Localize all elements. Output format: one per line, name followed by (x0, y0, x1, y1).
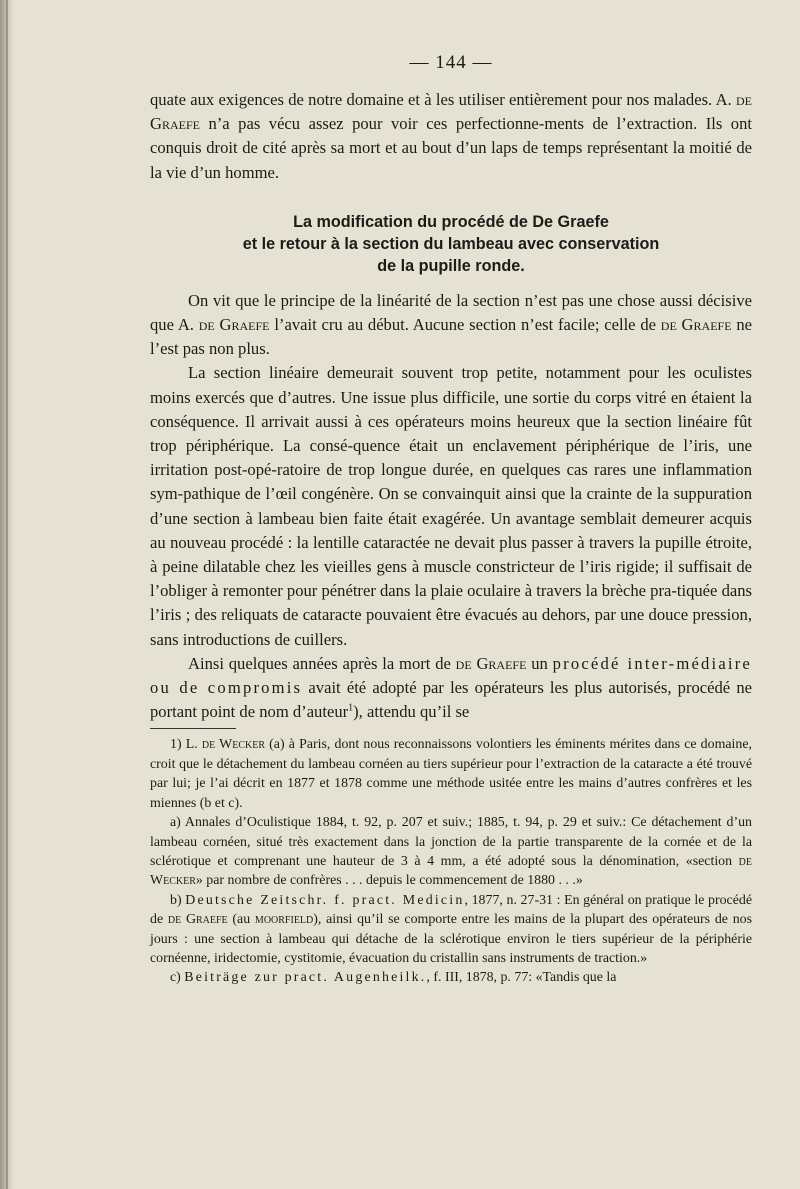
fnb-journal-title: Deutsche Zeitschr. f. pract. Medicin (185, 892, 465, 908)
footnote-b (150, 891, 752, 969)
fn1-author-name: de Wecker (201, 737, 266, 753)
footnote-reference: 1 (348, 702, 354, 714)
fna-text-1: a) Annales d’Oculistique 1884, t. 92, p. 207 et suiv.; 1885, t. 94, p. 29 et suiv.: Ce détachement d’un lambeau cornéen, situé très exactement dans la jonction de la partie transparente de la cornée et de la sclérotique et comprenant une hauteur de 3 à 4 mm, a été adopté sous la dénomination, «section (150, 815, 752, 869)
heading-line-2: et le retour à la section du lambeau avec conservation (242, 234, 660, 253)
heading-line-1: La modification du procédé de De Graefe (293, 212, 609, 231)
paragraph-3 (150, 652, 752, 725)
intro-text-2: n’a pas vécu assez pour voir ces perfectionne-ments de l’extraction. Ils ont conquis droit de cité après sa mort et au bout d’un laps de temps représentant la moitié de la vie d’un homme. (150, 114, 752, 182)
p3-spaced-emphasis: procédé inter-médiaire ou de compromis (150, 653, 752, 698)
footnote-a (150, 813, 752, 891)
footnote-1 (150, 735, 752, 813)
p3-text-2: un (526, 653, 553, 673)
heading-line-3: de la pupille ronde. (377, 256, 525, 275)
intro-author-name: de Graefe (150, 90, 752, 134)
fnb-place-name: moorfield (254, 912, 314, 928)
p1-text-1: On vit que le principe de la linéarité de la section n’est pas une chose aussi décisive que A. (150, 290, 752, 335)
book-page (150, 52, 752, 988)
p1-text-2: l’avait cru au début. Aucune section n’est facile; celle de (269, 315, 661, 335)
fnb-text-2: , 1877, n. 27-31 : En général on pratique le procédé de (150, 892, 752, 928)
fna-text-2: » par nombre de confrères . . . depuis le commencement de 1880 . . .» (195, 873, 583, 889)
fna-author-name: de Wecker (150, 853, 752, 889)
p3-text-3: avait été adopté par les opérateurs les plus autorisés, procédé ne portant point de nom d’auteur (150, 678, 752, 722)
footnote-c (150, 968, 752, 987)
p3-text-4: ), attendu qu’il se (353, 702, 470, 722)
fnc-text-1: c) (170, 970, 185, 986)
paragraph-1 (150, 289, 752, 362)
intro-paragraph (150, 88, 752, 185)
footnote-rule (150, 728, 236, 729)
section-heading (150, 211, 752, 277)
p1-text-3: ne l’est pas non plus. (150, 315, 753, 359)
fnc-text-2: , f. III, 1878, p. 77: «Tandis que la (426, 970, 617, 986)
fnb-text-4: ), ainsi qu’il se comporte entre les mains de la plupart des opérateurs de nos jours : une section à lambeau qui détache de la sclérotique environ le tiers supérieur de la périphérie cornéenne, iridectomie, cystitomie, évacuation du cristallin sans instruments de traction.» (150, 912, 753, 966)
intro-text-1: quate aux exigences de notre domaine et à les utiliser entièrement pour nos malades. A. (150, 90, 736, 109)
p3-text-1: Ainsi quelques années après la mort de (188, 653, 456, 673)
p1-author-name-2: de Graefe (660, 315, 732, 335)
fnb-text-3: (au (227, 912, 255, 928)
p1-author-name-1: de Graefe (198, 315, 270, 335)
binding-shadow-line (6, 0, 8, 1189)
page-number: — 144 — (409, 52, 493, 73)
fnb-author-name: de Graefe (167, 912, 228, 928)
fn1-text-1: 1) L. (170, 737, 202, 753)
p3-author-name: de Graefe (455, 653, 527, 673)
fnc-journal-title: Beiträge zur pract. Augenheilk. (184, 970, 427, 986)
fnb-text-1: b) (170, 892, 186, 908)
fn1-text-2: (a) à Paris, dont nous reconnaissons volontiers les éminents mérites dans ce domaine, croit que le détachement du lambeau cornéen au tiers supérieur pour l’extraction de la cataracte a été trouvé par lui; je l’ai décrit en 1877 et 1878 comme une méthode usitée entre les mains d’autres confrères et les miennes (b et c). (150, 737, 752, 811)
paragraph-2: La section linéaire demeurait souvent trop petite, notamment pour les oculistes moins exercés que d’autres. Une issue plus difficile, une sortie du corps vitré en étaient la conséquence. Il arrivait aussi à ces opérateurs moins heureux que la section linéaire fût trop périphérique. La consé-quence était un enclavement périphérique de l’iris, une irritation post-opé-ratoire de trop longue durée, en quelques cas rares une inflammation sym-pathique de l’œil congénère. On se convainquit ainsi que la crainte de la suppuration d’une section à lambeau bien faite était exagérée. Un avantage semblait demeurer acquis au nouveau procédé : la lentille cataractée ne devait plus passer à travers la pupille étroite, à peine dilatable chez les vieilles gens à muscle constricteur de l’iris rigide; il suffisait de l’obliger à remonter pour pénétrer dans la plaie oculaire à travers la brèche pra-tiquée dans l’iris ; des reliquats de cataracte pouvaient être évacués au dehors, par une douce pression, sans introductions de cuillers. (150, 363, 752, 649)
